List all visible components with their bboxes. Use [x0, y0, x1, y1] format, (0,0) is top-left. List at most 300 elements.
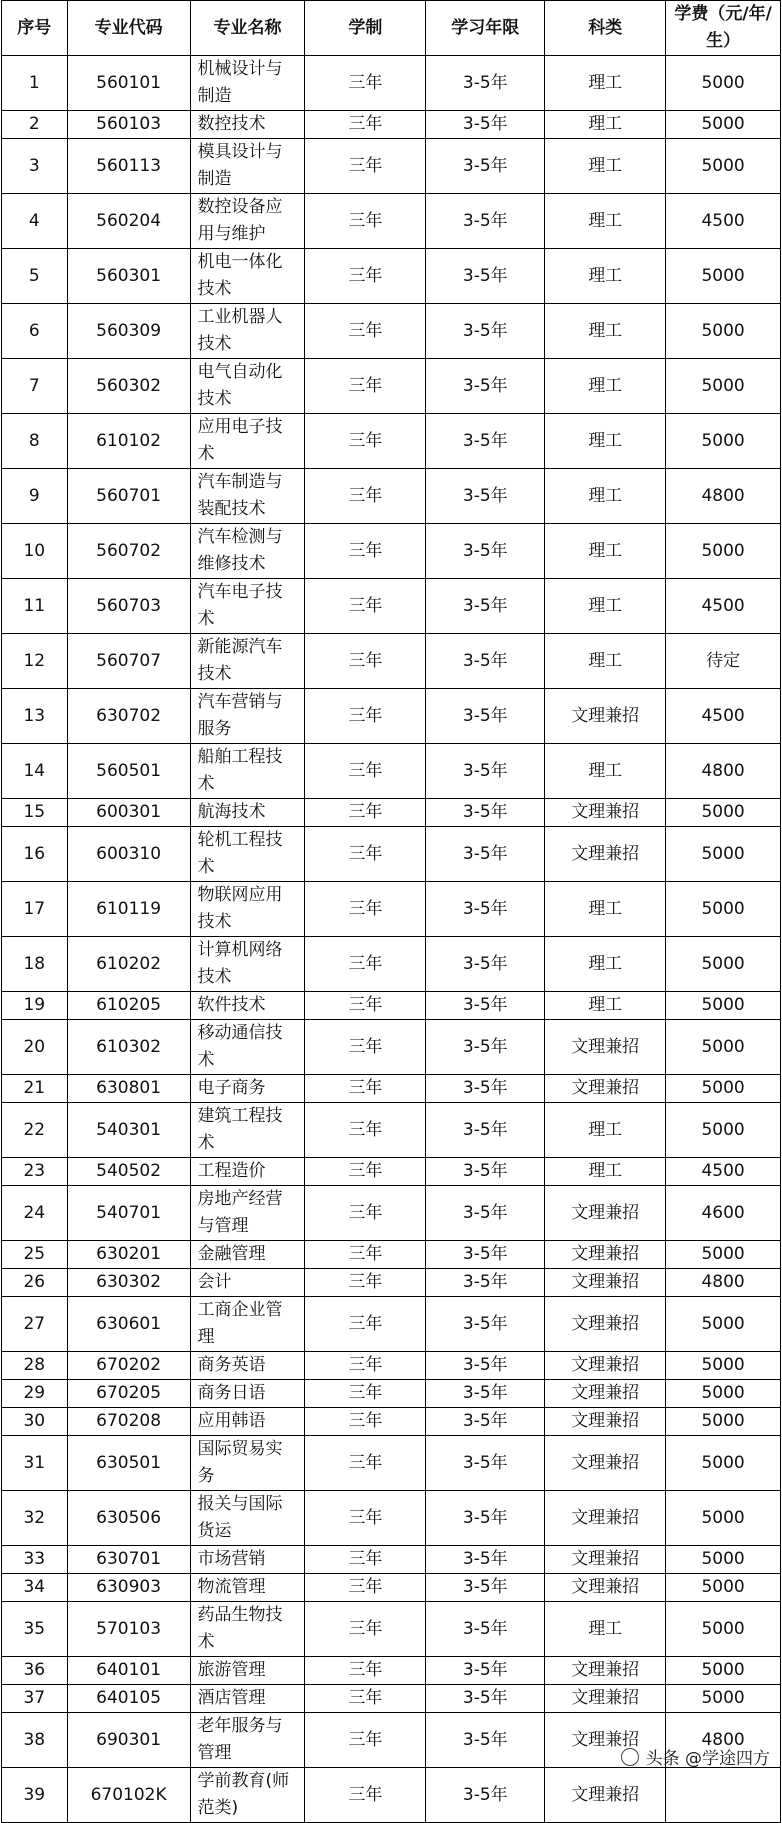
row-code: 560702	[67, 524, 190, 579]
row-no: 30	[2, 1408, 68, 1436]
row-name	[190, 1491, 305, 1546]
row-code: 630903	[67, 1574, 190, 1602]
row-no: 12	[2, 634, 68, 689]
row-system: 三年	[305, 194, 426, 249]
row-code: 560204	[67, 194, 190, 249]
row-code: 670102K	[67, 1768, 190, 1823]
row-name	[190, 689, 305, 744]
header-fee: 学费（元/年/生）	[666, 1, 781, 56]
major-name-text: 汽车电子技术	[197, 582, 283, 629]
row-no: 34	[2, 1574, 68, 1602]
row-no: 39	[2, 1768, 68, 1823]
row-category: 理工	[545, 882, 666, 937]
row-years: 3-5年	[426, 1713, 545, 1768]
row-system: 三年	[305, 1241, 426, 1269]
row-system: 三年	[305, 111, 426, 139]
row-years: 3-5年	[426, 689, 545, 744]
major-name-text: 国际贸易实务	[197, 1439, 283, 1486]
row-no: 38	[2, 1713, 68, 1768]
major-name-text: 工程造价	[197, 1161, 266, 1181]
row-no: 24	[2, 1186, 68, 1241]
row-fee: 5000	[666, 359, 781, 414]
row-years: 3-5年	[426, 139, 545, 194]
table-row	[2, 469, 781, 524]
major-name-text: 模具设计与制造	[197, 142, 283, 189]
row-name	[190, 249, 305, 304]
table-row	[2, 1075, 781, 1103]
row-fee: 4500	[666, 579, 781, 634]
row-category: 理工	[545, 139, 666, 194]
table-row	[2, 1186, 781, 1241]
row-system: 三年	[305, 414, 426, 469]
major-name-text: 工业机器人技术	[197, 307, 283, 354]
major-name-text: 应用电子技术	[197, 417, 283, 464]
row-years: 3-5年	[426, 1269, 545, 1297]
major-name-text: 汽车营销与服务	[197, 692, 283, 739]
major-name-text: 药品生物技术	[197, 1605, 283, 1652]
row-category: 理工	[545, 634, 666, 689]
row-category: 理工	[545, 359, 666, 414]
row-code: 570103	[67, 1602, 190, 1657]
table-row	[2, 992, 781, 1020]
row-years: 3-5年	[426, 1241, 545, 1269]
major-name-text: 船舶工程技术	[197, 747, 283, 794]
header-system: 学制	[305, 1, 426, 56]
row-years: 3-5年	[426, 1103, 545, 1158]
row-system: 三年	[305, 1186, 426, 1241]
row-code: 690301	[67, 1713, 190, 1768]
row-years: 3-5年	[426, 56, 545, 111]
table-row	[2, 1408, 781, 1436]
row-code: 560103	[67, 111, 190, 139]
row-no: 32	[2, 1491, 68, 1546]
row-fee: 4500	[666, 194, 781, 249]
row-fee: 5000	[666, 1380, 781, 1408]
row-category: 理工	[545, 524, 666, 579]
row-name	[190, 194, 305, 249]
row-years: 3-5年	[426, 1380, 545, 1408]
row-code: 670205	[67, 1380, 190, 1408]
row-no: 37	[2, 1685, 68, 1713]
table-row	[2, 1103, 781, 1158]
row-years: 3-5年	[426, 469, 545, 524]
table-row	[2, 1685, 781, 1713]
row-code: 610119	[67, 882, 190, 937]
row-code: 560701	[67, 469, 190, 524]
major-name-text: 金融管理	[197, 1244, 266, 1264]
row-no: 29	[2, 1380, 68, 1408]
header-name: 专业名称	[190, 1, 305, 56]
table-row	[2, 1380, 781, 1408]
major-name-text: 学前教育(师范类)	[197, 1771, 290, 1818]
row-system: 三年	[305, 937, 426, 992]
table-row	[2, 1436, 781, 1491]
major-name-text: 数控技术	[197, 114, 266, 134]
row-years: 3-5年	[426, 1408, 545, 1436]
row-fee: 5000	[666, 1075, 781, 1103]
row-name	[190, 827, 305, 882]
row-code: 560501	[67, 744, 190, 799]
table-row	[2, 1602, 781, 1657]
major-name-text: 机械设计与制造	[197, 59, 283, 106]
table-body	[2, 56, 781, 1823]
row-fee: 5000	[666, 414, 781, 469]
row-no: 36	[2, 1657, 68, 1685]
table-row	[2, 139, 781, 194]
row-system: 三年	[305, 1380, 426, 1408]
row-code: 630501	[67, 1436, 190, 1491]
row-system: 三年	[305, 882, 426, 937]
row-fee: 4800	[666, 1269, 781, 1297]
row-years: 3-5年	[426, 1574, 545, 1602]
major-name-text: 汽车制造与装配技术	[197, 472, 283, 519]
row-name	[190, 1103, 305, 1158]
row-name	[190, 1602, 305, 1657]
row-name	[190, 1075, 305, 1103]
row-category: 文理兼招	[545, 1269, 666, 1297]
row-name	[190, 1436, 305, 1491]
row-category: 文理兼招	[545, 689, 666, 744]
row-code: 560113	[67, 139, 190, 194]
row-system: 三年	[305, 1685, 426, 1713]
row-fee: 5000	[666, 1546, 781, 1574]
row-fee: 4500	[666, 689, 781, 744]
major-name-text: 商务英语	[197, 1355, 266, 1375]
row-fee: 4500	[666, 1158, 781, 1186]
majors-table	[1, 0, 781, 1823]
row-years: 3-5年	[426, 882, 545, 937]
major-name-text: 电子商务	[197, 1078, 266, 1098]
row-years: 3-5年	[426, 992, 545, 1020]
row-no: 21	[2, 1075, 68, 1103]
major-name-text: 软件技术	[197, 995, 266, 1015]
header-category: 科类	[545, 1, 666, 56]
table-row	[2, 1241, 781, 1269]
row-system: 三年	[305, 992, 426, 1020]
row-code: 630302	[67, 1269, 190, 1297]
row-no: 15	[2, 799, 68, 827]
row-system: 三年	[305, 1602, 426, 1657]
table-row	[2, 56, 781, 111]
major-name-text: 旅游管理	[197, 1660, 266, 1680]
row-system: 三年	[305, 304, 426, 359]
row-no: 35	[2, 1602, 68, 1657]
row-name	[190, 634, 305, 689]
row-code: 670202	[67, 1352, 190, 1380]
row-years: 3-5年	[426, 579, 545, 634]
row-fee: 5000	[666, 249, 781, 304]
row-name	[190, 882, 305, 937]
row-fee: 5000	[666, 139, 781, 194]
row-category: 文理兼招	[545, 1352, 666, 1380]
major-name-text: 市场营销	[197, 1549, 266, 1569]
row-code: 630801	[67, 1075, 190, 1103]
major-name-text: 数控设备应用与维护	[197, 197, 283, 244]
row-years: 3-5年	[426, 359, 545, 414]
row-system: 三年	[305, 579, 426, 634]
row-category: 理工	[545, 249, 666, 304]
row-fee: 5000	[666, 1020, 781, 1075]
row-system: 三年	[305, 56, 426, 111]
row-name	[190, 1186, 305, 1241]
row-fee: 5000	[666, 304, 781, 359]
row-category: 文理兼招	[545, 1297, 666, 1352]
row-fee	[666, 1768, 781, 1823]
table-row	[2, 827, 781, 882]
row-category: 理工	[545, 1103, 666, 1158]
row-years: 3-5年	[426, 524, 545, 579]
row-name	[190, 1241, 305, 1269]
row-code: 630702	[67, 689, 190, 744]
row-name	[190, 1158, 305, 1186]
row-years: 3-5年	[426, 1768, 545, 1823]
row-system: 三年	[305, 634, 426, 689]
major-name-text: 物联网应用技术	[197, 885, 283, 932]
row-category: 理工	[545, 304, 666, 359]
row-category: 理工	[545, 579, 666, 634]
row-system: 三年	[305, 1352, 426, 1380]
row-code: 540301	[67, 1103, 190, 1158]
row-system: 三年	[305, 827, 426, 882]
row-category: 理工	[545, 992, 666, 1020]
row-fee: 5000	[666, 1241, 781, 1269]
row-fee: 5000	[666, 1103, 781, 1158]
row-category: 文理兼招	[545, 1491, 666, 1546]
major-name-text: 电气自动化技术	[197, 362, 283, 409]
row-system: 三年	[305, 359, 426, 414]
row-category: 文理兼招	[545, 1685, 666, 1713]
row-years: 3-5年	[426, 249, 545, 304]
row-years: 3-5年	[426, 1297, 545, 1352]
row-system: 三年	[305, 1657, 426, 1685]
major-name-text: 工商企业管理	[197, 1300, 283, 1347]
row-name	[190, 1269, 305, 1297]
row-name	[190, 799, 305, 827]
row-code: 540502	[67, 1158, 190, 1186]
row-system: 三年	[305, 1020, 426, 1075]
table-row	[2, 1352, 781, 1380]
table-row	[2, 1491, 781, 1546]
row-category: 文理兼招	[545, 1657, 666, 1685]
table-row	[2, 1768, 781, 1823]
row-code: 610205	[67, 992, 190, 1020]
row-fee: 5000	[666, 524, 781, 579]
major-name-text: 计算机网络技术	[197, 940, 283, 987]
row-no: 11	[2, 579, 68, 634]
table-row	[2, 111, 781, 139]
row-system: 三年	[305, 1768, 426, 1823]
row-years: 3-5年	[426, 1436, 545, 1491]
row-fee: 4800	[666, 469, 781, 524]
row-category: 理工	[545, 1158, 666, 1186]
row-fee: 5000	[666, 1436, 781, 1491]
major-name-text: 房地产经营与管理	[197, 1189, 283, 1236]
row-name	[190, 1685, 305, 1713]
table-row	[2, 249, 781, 304]
row-years: 3-5年	[426, 799, 545, 827]
table-row	[2, 799, 781, 827]
row-no: 2	[2, 111, 68, 139]
row-no: 4	[2, 194, 68, 249]
row-system: 三年	[305, 1436, 426, 1491]
table-row	[2, 1546, 781, 1574]
row-name	[190, 1020, 305, 1075]
row-no: 6	[2, 304, 68, 359]
major-name-text: 移动通信技术	[197, 1023, 283, 1070]
row-name	[190, 304, 305, 359]
row-system: 三年	[305, 1574, 426, 1602]
header-years: 学习年限	[426, 1, 545, 56]
row-category: 文理兼招	[545, 1408, 666, 1436]
row-no: 31	[2, 1436, 68, 1491]
row-system: 三年	[305, 1713, 426, 1768]
row-years: 3-5年	[426, 111, 545, 139]
watermark-logo-icon	[621, 1748, 639, 1766]
row-system: 三年	[305, 1269, 426, 1297]
row-name	[190, 1574, 305, 1602]
row-category: 理工	[545, 469, 666, 524]
row-no: 16	[2, 827, 68, 882]
row-name	[190, 524, 305, 579]
row-category: 文理兼招	[545, 827, 666, 882]
row-fee: 5000	[666, 56, 781, 111]
major-name-text: 建筑工程技术	[197, 1106, 283, 1153]
major-name-text: 会计	[197, 1272, 232, 1292]
row-name	[190, 1713, 305, 1768]
row-fee: 5000	[666, 1408, 781, 1436]
row-code: 640101	[67, 1657, 190, 1685]
row-years: 3-5年	[426, 744, 545, 799]
row-no: 25	[2, 1241, 68, 1269]
row-no: 9	[2, 469, 68, 524]
row-name	[190, 139, 305, 194]
major-name-text: 新能源汽车技术	[197, 637, 283, 684]
row-no: 5	[2, 249, 68, 304]
major-name-text: 酒店管理	[197, 1688, 266, 1708]
row-code: 560707	[67, 634, 190, 689]
row-code: 560302	[67, 359, 190, 414]
row-name	[190, 744, 305, 799]
row-name	[190, 937, 305, 992]
row-category: 文理兼招	[545, 1768, 666, 1823]
row-name	[190, 992, 305, 1020]
row-years: 3-5年	[426, 1158, 545, 1186]
row-system: 三年	[305, 1158, 426, 1186]
row-no: 18	[2, 937, 68, 992]
row-code: 630701	[67, 1546, 190, 1574]
header-code: 专业代码	[67, 1, 190, 56]
row-category: 文理兼招	[545, 1020, 666, 1075]
row-no: 14	[2, 744, 68, 799]
row-years: 3-5年	[426, 1685, 545, 1713]
row-system: 三年	[305, 1546, 426, 1574]
table-row	[2, 1574, 781, 1602]
row-fee: 4800	[666, 744, 781, 799]
row-category: 理工	[545, 194, 666, 249]
row-years: 3-5年	[426, 1186, 545, 1241]
row-fee: 5000	[666, 1657, 781, 1685]
major-name-text: 老年服务与管理	[197, 1716, 283, 1763]
watermark	[618, 1744, 770, 1769]
row-no: 7	[2, 359, 68, 414]
row-code: 610202	[67, 937, 190, 992]
row-system: 三年	[305, 249, 426, 304]
table-row	[2, 359, 781, 414]
row-category: 理工	[545, 744, 666, 799]
row-no: 27	[2, 1297, 68, 1352]
row-no: 8	[2, 414, 68, 469]
major-name-text: 航海技术	[197, 802, 266, 822]
row-no: 10	[2, 524, 68, 579]
table-row	[2, 1158, 781, 1186]
row-name	[190, 1380, 305, 1408]
watermark-text: 头条 @学途四方	[645, 1749, 770, 1769]
row-years: 3-5年	[426, 827, 545, 882]
row-years: 3-5年	[426, 1075, 545, 1103]
row-category: 理工	[545, 56, 666, 111]
row-code: 540701	[67, 1186, 190, 1241]
row-code: 670208	[67, 1408, 190, 1436]
row-code: 560301	[67, 249, 190, 304]
row-name	[190, 359, 305, 414]
major-name-text: 商务日语	[197, 1383, 266, 1403]
row-fee: 5000	[666, 937, 781, 992]
major-name-text: 汽车检测与维修技术	[197, 527, 283, 574]
row-category: 理工	[545, 937, 666, 992]
row-name	[190, 469, 305, 524]
row-fee: 5000	[666, 1491, 781, 1546]
row-no: 20	[2, 1020, 68, 1075]
table-row	[2, 194, 781, 249]
major-name-text: 轮机工程技术	[197, 830, 283, 877]
row-fee: 待定	[666, 634, 781, 689]
row-no: 19	[2, 992, 68, 1020]
row-system: 三年	[305, 524, 426, 579]
row-years: 3-5年	[426, 1602, 545, 1657]
major-name-text: 物流管理	[197, 1577, 266, 1597]
row-system: 三年	[305, 1075, 426, 1103]
header-row	[2, 1, 781, 56]
row-category: 文理兼招	[545, 1186, 666, 1241]
row-code: 600310	[67, 827, 190, 882]
row-system: 三年	[305, 799, 426, 827]
row-name	[190, 579, 305, 634]
row-years: 3-5年	[426, 1491, 545, 1546]
table-row	[2, 882, 781, 937]
header-no: 序号	[2, 1, 68, 56]
row-name	[190, 1546, 305, 1574]
row-years: 3-5年	[426, 1546, 545, 1574]
row-name	[190, 414, 305, 469]
row-system: 三年	[305, 469, 426, 524]
row-fee: 5000	[666, 1352, 781, 1380]
row-no: 13	[2, 689, 68, 744]
row-category: 文理兼招	[545, 1546, 666, 1574]
row-no: 28	[2, 1352, 68, 1380]
row-name	[190, 56, 305, 111]
row-name	[190, 1408, 305, 1436]
row-no: 33	[2, 1546, 68, 1574]
row-fee: 4800	[666, 1713, 781, 1768]
row-fee: 5000	[666, 1297, 781, 1352]
row-category: 文理兼招	[545, 1436, 666, 1491]
table-row	[2, 304, 781, 359]
row-years: 3-5年	[426, 194, 545, 249]
row-code: 610102	[67, 414, 190, 469]
table-row	[2, 744, 781, 799]
row-category: 文理兼招	[545, 1574, 666, 1602]
row-fee: 5000	[666, 1685, 781, 1713]
